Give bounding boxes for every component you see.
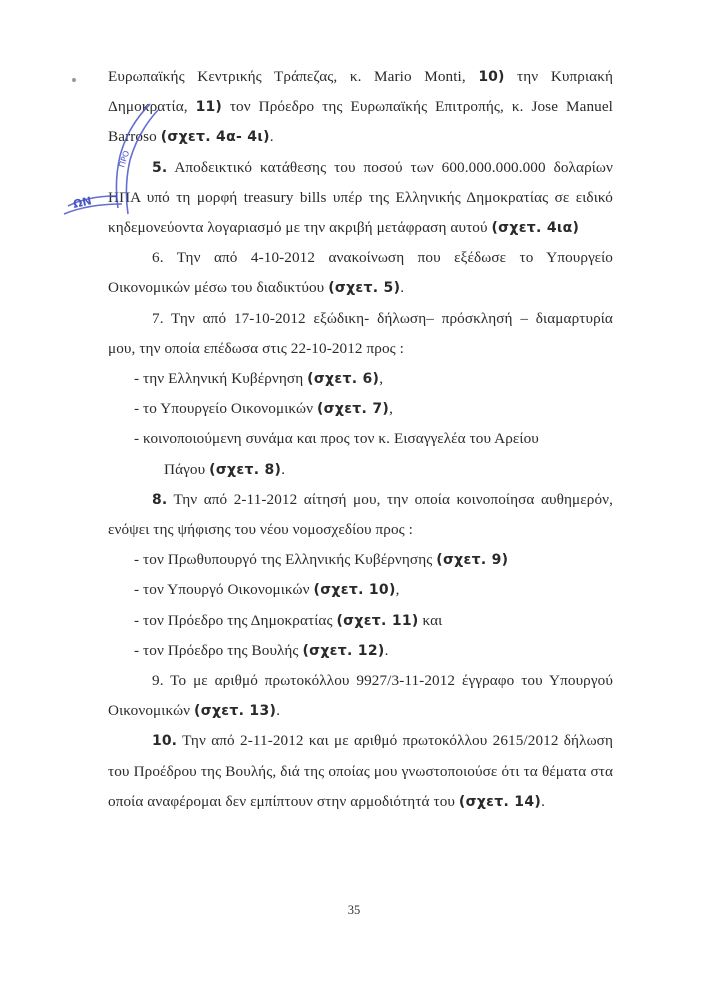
- margin-mark: [72, 78, 76, 82]
- reference: (σχετ. 9): [436, 552, 509, 569]
- paragraph-8: 8. Την από 2-11-2012 αίτησή μου, την οποία κοινοποίησα αυθημερόν, ενόψει της ψήφισης του νέου νομοσχεδίου προς :: [108, 490, 613, 539]
- page-number: 35: [347, 903, 361, 917]
- list-item: - το Υπουργείο Οικονομικών (σχετ. 7),: [134, 400, 393, 418]
- document-body: [108, 62, 613, 817]
- list-item: - τον Πρωθυπουργό της Ελληνικής Κυβέρνησης (σχετ. 9): [134, 551, 509, 569]
- list-item: - τον Πρόεδρο της Βουλής (σχετ. 12).: [134, 641, 389, 659]
- reference: (σχετ. 10): [313, 582, 396, 599]
- list-item-continuation: Πάγου (σχετ. 8).: [164, 460, 286, 478]
- reference: (σχετ. 7): [316, 401, 390, 418]
- reference: (σχετ. 5): [328, 280, 401, 297]
- stamp-text: ΠΡΟ: [117, 149, 132, 169]
- paragraph-7: 7. Την από 17-10-2012 εξώδικη- δήλωση– πρόσκλησή – διαμαρτυρία μου, την οποία επέδωσα στις 22-10-2012 προς :: [108, 309, 613, 357]
- paragraph-6: 6. Την από 4-10-2012 ανακοίνωση που εξέδωσε το Υπουργείο Οικονομικών μέσω του διαδικτύου (σχετ. 5).: [108, 249, 613, 297]
- paragraph-9: 9. Το με αριθμό πρωτοκόλλου 9927/3-11-2012 έγγραφο του Υπουργού Οικονομικών (σχετ. 13).: [108, 672, 613, 720]
- paragraph-continuation: Ευρωπαϊκής Κεντρικής Τράπεζας, κ. Mario Monti, 10) την Κυπριακή Δημοκρατία, 11) τον Πρόεδρο της Ευρωπαϊκής Επιτροπής, κ. Jose Manuel Barroso (σχετ. 4α- 4ι).: [108, 68, 613, 146]
- reference: (σχετ. 11): [336, 612, 419, 629]
- reference: (σχετ. 4ια): [491, 220, 580, 237]
- reference: (σχετ. 8): [209, 461, 282, 478]
- list-item: - τον Υπουργό Οικονομικών (σχετ. 10),: [134, 581, 400, 599]
- reference: (σχετ. 6): [307, 371, 380, 388]
- list-item: - την Ελληνική Κυβέρνηση (σχετ. 6),: [134, 370, 384, 388]
- paragraph-10: 10. Την από 2-11-2012 και με αριθμό πρωτοκόλλου 2615/2012 δήλωση του Προέδρου της Βουλής, διά της οποίας μου γνωστοποιούσε ότι τα θέματα στα οποία αναφέρομαι δεν εμπίπτουν στην αρμοδιότητά του (σχετ. 14).: [108, 732, 613, 810]
- list-item: - τον Πρόεδρο της Δημοκρατίας (σχετ. 11) και: [134, 611, 443, 629]
- paragraph-5: 5. Αποδεικτικό κατάθεσης του ποσού των 600.000.000.000 δολαρίων ΗΠΑ υπό τη μορφή treasury bills υπέρ της Ελληνικής Δημοκρατίας σε ειδικό κηδεμονεύοντα λογαριασμό με την ακριβή μετάφραση αυτού (σχετ. 4ια): [108, 158, 613, 237]
- reference: (σχετ. 12): [302, 642, 385, 659]
- reference: (σχετ. 13): [194, 703, 277, 720]
- list-item: - κοινοποιούμενη συνάμα και προς τον κ. Εισαγγελέα του Αρείου: [134, 430, 539, 448]
- stamp-text: ΩΝ: [71, 194, 93, 211]
- reference: (σχετ. 4α- 4ι): [160, 129, 270, 146]
- reference: (σχετ. 14): [458, 793, 542, 810]
